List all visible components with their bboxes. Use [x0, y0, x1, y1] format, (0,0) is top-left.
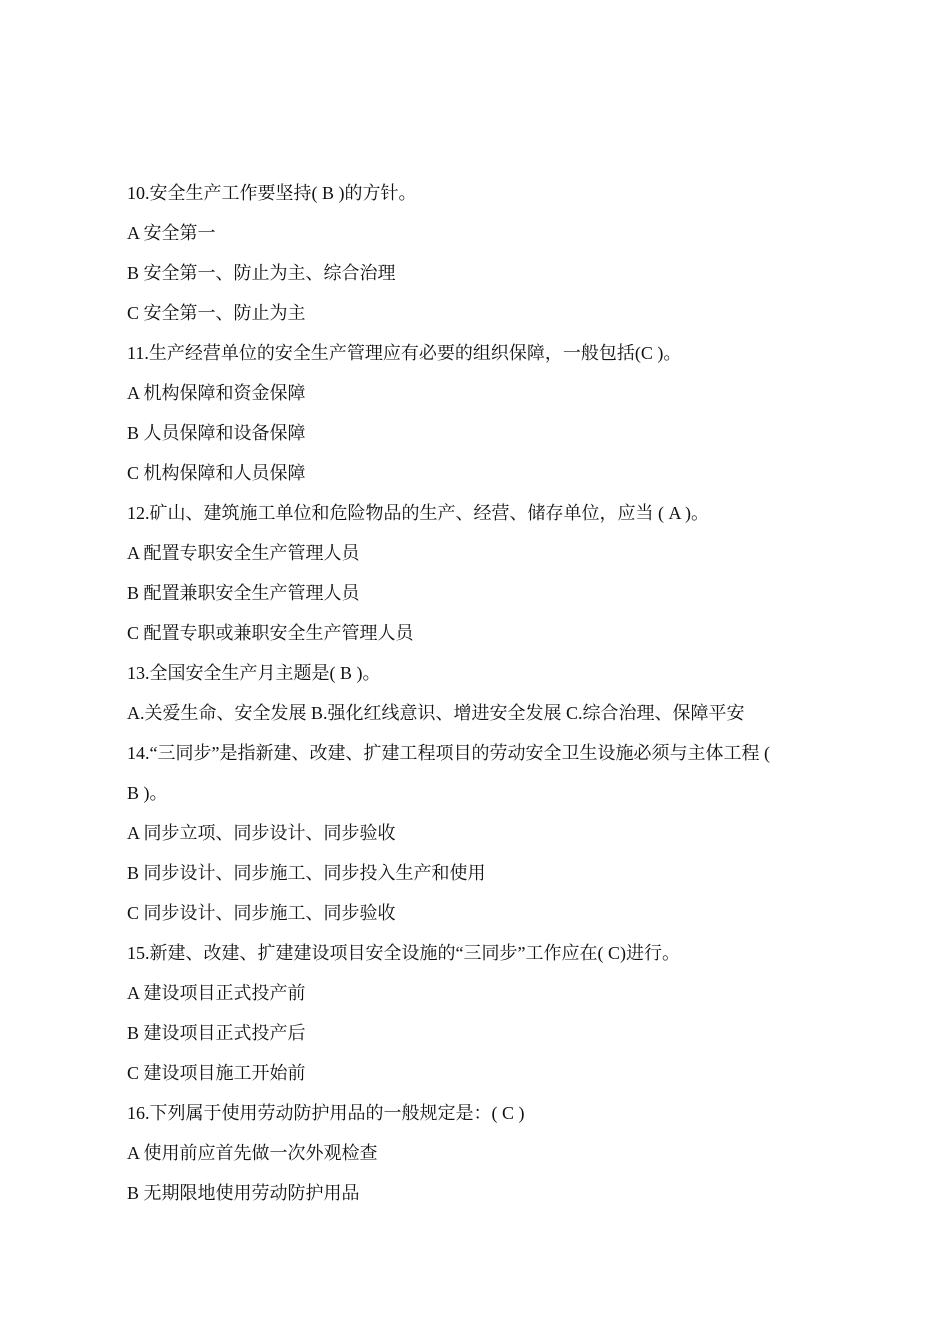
q15-option-c: C 建设项目施工开始前 — [127, 1063, 306, 1083]
q16-option-b: B 无期限地使用劳动防护用品 — [127, 1183, 360, 1203]
q11-option-c: C 机构保障和人员保障 — [127, 463, 306, 483]
question-15: 15.新建、改建、扩建建设项目安全设施的“三同步”工作应在( C)进行。 — [127, 943, 680, 963]
q11-option-a: A 机构保障和资金保障 — [127, 383, 306, 403]
q12-option-c: C 配置专职或兼职安全生产管理人员 — [127, 623, 414, 643]
question-10: 10.安全生产工作要坚持( B )的方针。 — [127, 183, 417, 203]
q16-option-a: A 使用前应首先做一次外观检查 — [127, 1143, 378, 1163]
document-page — [127, 173, 827, 1213]
q10-option-c: C 安全第一、防止为主 — [127, 303, 306, 323]
q10-option-a: A 安全第一 — [127, 223, 216, 243]
question-12: 12.矿山、建筑施工单位和危险物品的生产、经营、储存单位，应当 ( A )。 — [127, 503, 709, 523]
question-14: 14.“三同步”是指新建、改建、扩建工程项目的劳动安全卫生设施必须与主体工程 ( — [127, 743, 770, 763]
question-13: 13.全国安全生产月主题是( B )。 — [127, 663, 381, 683]
q14-option-a: A 同步立项、同步设计、同步验收 — [127, 823, 396, 843]
question-14-continued: B )。 — [127, 783, 168, 803]
q11-option-b: B 人员保障和设备保障 — [127, 423, 306, 443]
q15-option-a: A 建设项目正式投产前 — [127, 983, 306, 1003]
q10-option-b: B 安全第一、防止为主、综合治理 — [127, 263, 396, 283]
question-16: 16.下列属于使用劳动防护用品的一般规定是：( C ) — [127, 1103, 525, 1123]
q14-option-b: B 同步设计、同步施工、同步投入生产和使用 — [127, 863, 486, 883]
q14-option-c: C 同步设计、同步施工、同步验收 — [127, 903, 396, 923]
question-11: 11.生产经营单位的安全生产管理应有必要的组织保障，一般包括(C )。 — [127, 343, 682, 363]
q15-option-b: B 建设项目正式投产后 — [127, 1023, 306, 1043]
q12-option-a: A 配置专职安全生产管理人员 — [127, 543, 360, 563]
q13-options: A.关爱生命、安全发展 B.强化红线意识、增进安全发展 C.综合治理、保障平安 — [127, 703, 745, 723]
q12-option-b: B 配置兼职安全生产管理人员 — [127, 583, 360, 603]
